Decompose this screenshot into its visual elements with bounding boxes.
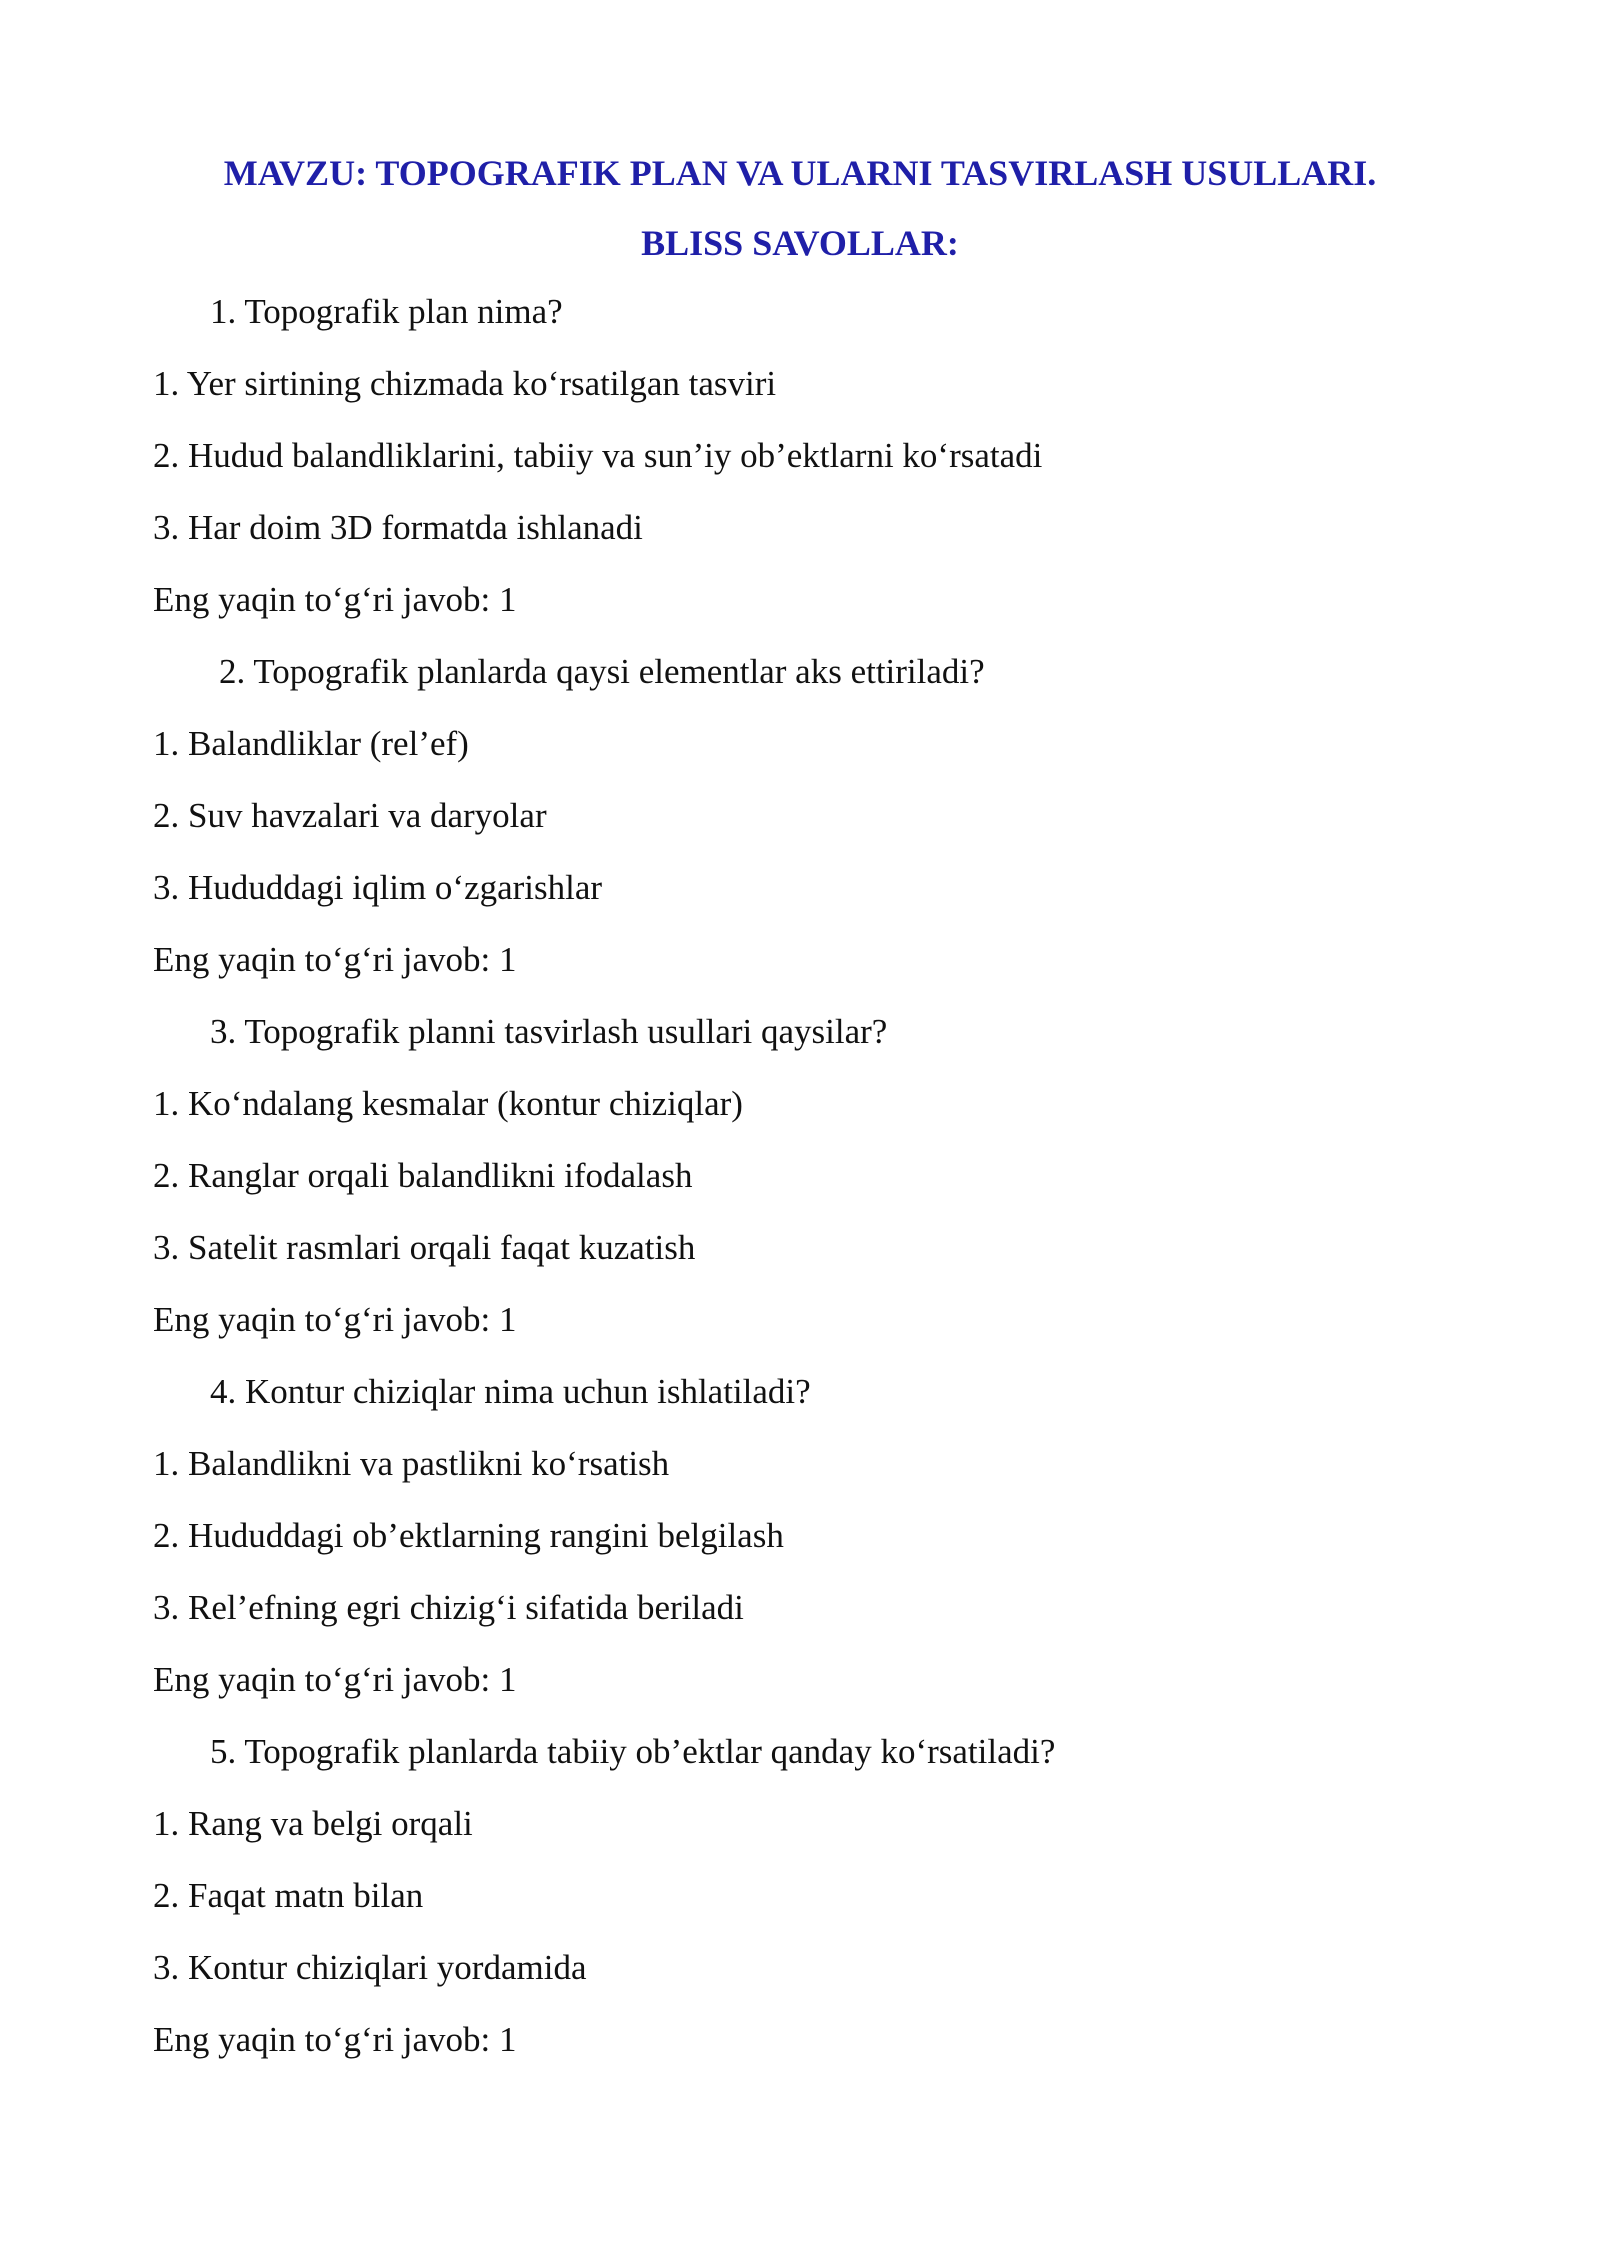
question-3-answer [0,1298,1600,1370]
option-text: Rel’efning egri chizig‘i sifatida beriladi [188,1588,744,1627]
question-4-option-3 [0,1586,1600,1658]
question-4-option-2 [0,1514,1600,1586]
question-3-option-1 [0,1082,1600,1154]
question-5-answer [0,2018,1600,2090]
question-2-option-2 [0,794,1600,866]
option-number: 2 . [153,1516,188,1555]
answer-label: Eng yaqin to‘g‘ri javob: [153,1300,491,1339]
option-text: Ko‘ndalang kesmalar (kontur chiziqlar) [188,1084,743,1123]
option-text: Satelit rasmlari orqali faqat kuzatish [188,1228,696,1267]
answer-value: 1 [499,1300,517,1339]
question-1-answer [0,578,1600,650]
question-list [0,290,1600,2090]
option-text: Hudud balandliklarini, tabiiy va sun’iy ob’ektlarni ko‘rsatadi [188,436,1043,475]
option-text: Hududdagi ob’ektlarning rangini belgilash [188,1516,784,1555]
question-text: Topografik planlarda tabiiy ob’ektlar qanday ko‘rsatiladi? [244,1732,1056,1771]
question-1-option-1 [0,362,1600,434]
question-text: Topografik planni tasvirlash usullari qaysilar? [244,1012,888,1051]
option-text: Har doim 3D formatda ishlanadi [188,508,643,547]
option-number: 3 . [153,1948,188,1987]
answer-label: Eng yaqin to‘g‘ri javob: [153,580,491,619]
question-number: 5 . [210,1732,244,1771]
question-3 [0,1010,1600,1082]
option-number: 1 . [153,1084,188,1123]
option-number: 3 . [153,508,188,547]
question-1-option-3 [0,506,1600,578]
option-text: Ranglar orqali balandlikni ifodalash [188,1156,693,1195]
answer-value: 1 [499,940,517,979]
answer-label: Eng yaqin to‘g‘ri javob: [153,1660,491,1699]
question-4 [0,1370,1600,1442]
question-3-option-2 [0,1154,1600,1226]
question-2-option-3 [0,866,1600,938]
question-1 [0,290,1600,362]
option-number: 3 . [153,868,188,907]
option-text: Faqat matn bilan [188,1876,424,1915]
document-title: MAVZU: TOPOGRAFIK PLAN VA ULARNI TASVIRLASH USULLARI. [223,153,1377,193]
answer-label: Eng yaqin to‘g‘ri javob: [153,2020,491,2059]
option-text: Hududdagi iqlim o‘zgarishlar [188,868,603,907]
answer-value: 1 [499,580,517,619]
option-text: Kontur chiziqlari yordamida [188,1948,587,1987]
option-text: Balandlikni va pastlikni ko‘rsatish [188,1444,670,1483]
option-text: Balandliklar (rel’ef) [188,724,469,763]
answer-value: 1 [499,2020,517,2059]
question-number: 2 . [219,652,253,691]
option-text: Rang va belgi orqali [188,1804,473,1843]
question-number: 4 . [210,1372,245,1411]
question-5-option-2 [0,1874,1600,1946]
option-number: 2 . [153,1156,188,1195]
question-5-option-3 [0,1946,1600,2018]
option-text: Yer sirtining chizmada ko‘rsatilgan tasviri [186,364,777,403]
option-number: 1 . [153,724,188,763]
question-2-option-1 [0,722,1600,794]
question-5 [0,1730,1600,1802]
question-number: 1 . [210,292,244,331]
option-number: 2 . [153,796,188,835]
answer-value: 1 [499,1660,517,1699]
option-number: 1 . [153,364,187,403]
question-5-option-1 [0,1802,1600,1874]
question-text: Topografik planlarda qaysi elementlar aks ettiriladi? [253,652,985,691]
question-text: Kontur chiziqlar nima uchun ishlatiladi? [245,1372,811,1411]
option-number: 1 . [153,1444,188,1483]
option-number: 1 . [153,1804,188,1843]
option-number: 2 . [153,1876,188,1915]
option-number: 3 . [153,1228,188,1267]
question-1-option-2 [0,434,1600,506]
answer-label: Eng yaqin to‘g‘ri javob: [153,940,491,979]
question-4-option-1 [0,1442,1600,1514]
question-3-option-3 [0,1226,1600,1298]
document-subtitle: BLISS SAVOLLAR: [641,223,959,263]
question-2-answer [0,938,1600,1010]
question-number: 3 . [210,1012,244,1051]
question-2 [0,650,1600,722]
option-text: Suv havzalari va daryolar [188,796,547,835]
option-number: 3 . [153,1588,188,1627]
question-4-answer [0,1658,1600,1730]
question-text: Topografik plan nima? [244,292,563,331]
option-number: 2 . [153,436,188,475]
